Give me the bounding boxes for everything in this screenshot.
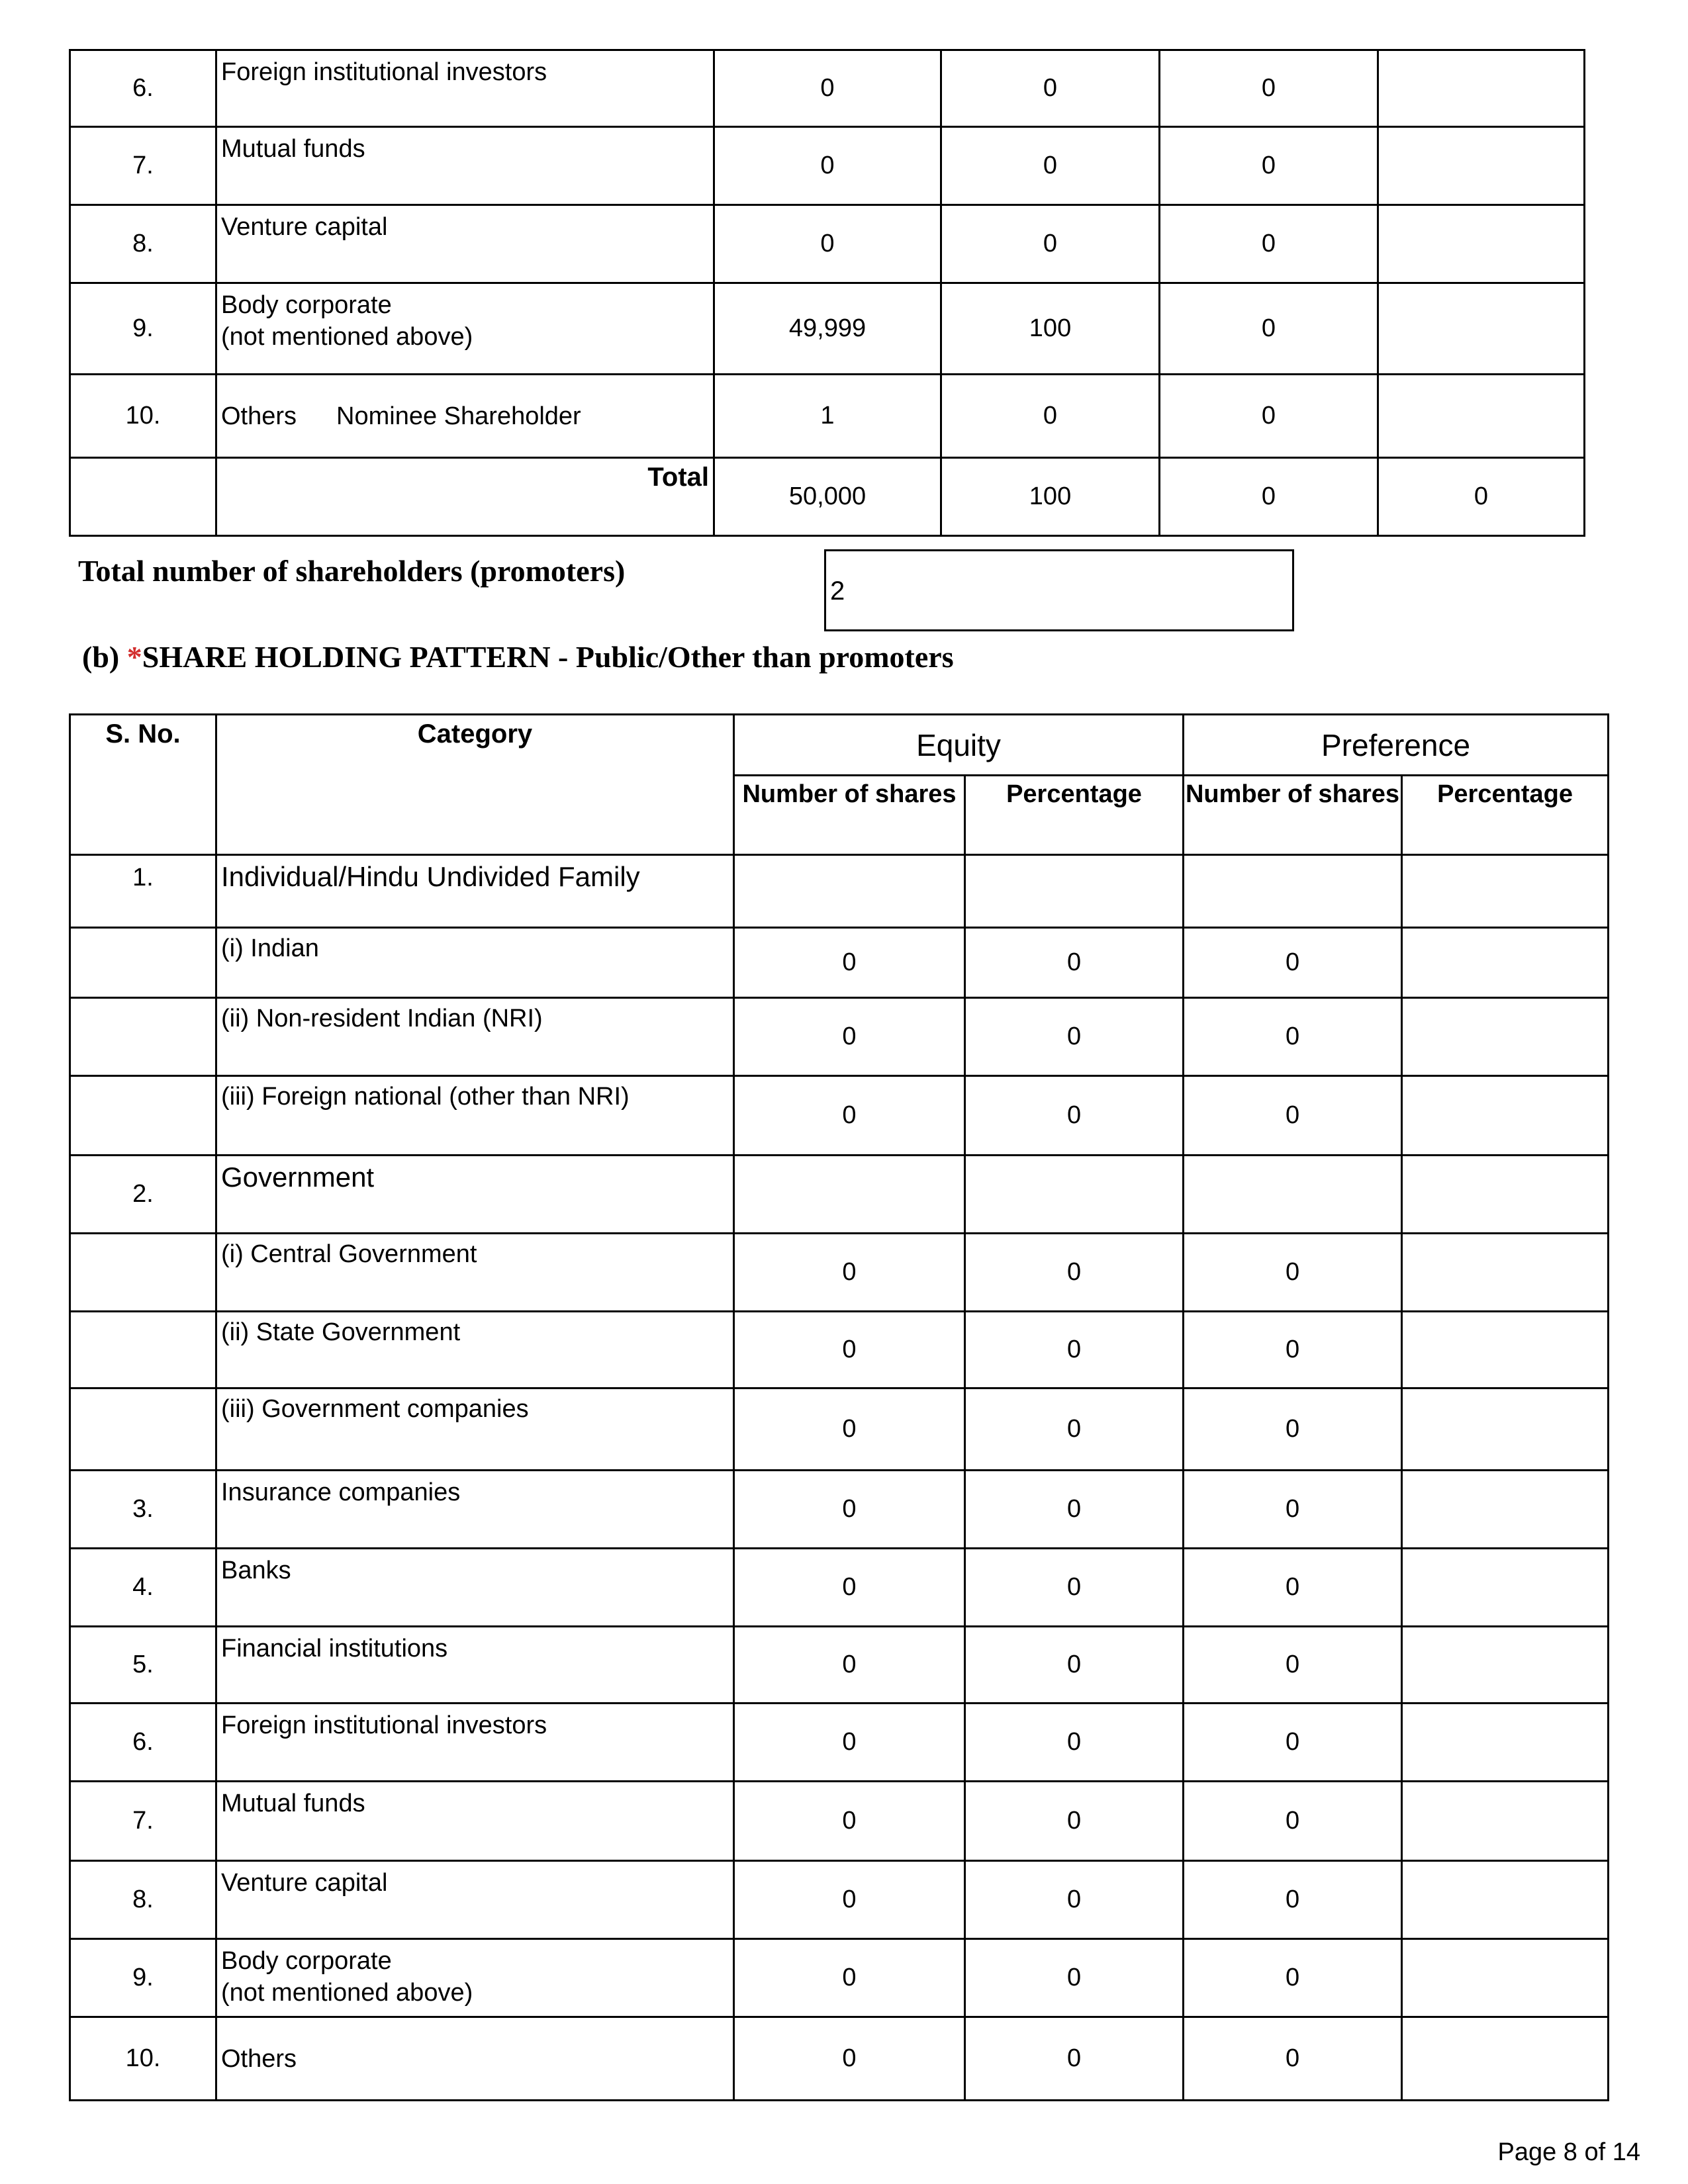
group-row [70,855,1609,928]
serial-number: 8. [70,205,216,283]
subcategory-label: (i) Indian [216,928,734,998]
total-row [70,458,1585,536]
equity-shares: 0 [734,928,965,998]
equity-percentage: 100 [941,283,1160,375]
serial-number: 10. [70,375,216,458]
subcategory-label: (ii) Non-resident Indian (NRI) [216,998,734,1076]
serial-number: 3. [70,1471,216,1549]
table-row [70,1704,1609,1782]
equity-percentage: 0 [965,1704,1184,1782]
empty-cell [734,1156,965,1234]
category-label: Foreign institutional investors [216,1704,734,1782]
preference-percentage [1402,1782,1609,1861]
equity-percentage: 0 [965,1312,1184,1388]
preference-shares: 0 [1184,1471,1402,1549]
preference-shares: 0 [1184,998,1402,1076]
table-row [70,205,1585,283]
preference-shares: 0 [1184,1782,1402,1861]
table-row [70,2017,1609,2101]
nominee-shareholder-label: Nominee Shareholder [336,402,581,430]
preference-shares: 0 [1160,375,1378,458]
preference-shares: 0 [1184,1704,1402,1782]
category-label: Venture capital [216,205,714,283]
equity-shares-header: Number of shares [734,776,965,855]
serial-number: 7. [70,127,216,205]
preference-shares: 0 [1184,2017,1402,2101]
preference-shares: 0 [1160,127,1378,205]
table-row [70,50,1585,127]
empty-cell [70,928,216,998]
equity-shares: 0 [734,998,965,1076]
equity-percentage: 0 [965,1234,1184,1312]
table-row [70,283,1585,375]
preference-percentage [1402,1388,1609,1471]
preference-shares: 0 [1184,1861,1402,1939]
preference-shares: 0 [1184,1549,1402,1627]
table-row [70,127,1585,205]
empty-cell [1402,855,1609,928]
table-row [70,928,1609,998]
total-equity-percentage: 100 [941,458,1160,536]
serial-number: 8. [70,1861,216,1939]
table-row [70,1388,1609,1471]
total-equity-shares: 50,000 [714,458,941,536]
equity-shares: 0 [734,1782,965,1861]
equity-shares: 0 [734,1939,965,2017]
preference-shares: 0 [1160,50,1378,127]
serial-number: 9. [70,1939,216,2017]
preference-percentage-header: Percentage [1402,776,1609,855]
table-row [70,1861,1609,1939]
equity-percentage: 0 [941,205,1160,283]
subcategory-label: (iii) Foreign national (other than NRI) [216,1076,734,1156]
equity-shares: 0 [734,1312,965,1388]
preference-percentage [1402,1076,1609,1156]
category-label: Banks [216,1549,734,1627]
empty-cell [965,1156,1184,1234]
preference-percentage [1378,375,1585,458]
total-shareholders-field[interactable]: 2 [824,549,1294,631]
equity-percentage: 0 [965,1549,1184,1627]
equity-shares: 0 [734,2017,965,2101]
public-shareholding-table [69,713,1609,2101]
empty-cell [734,855,965,928]
serial-number: 6. [70,1704,216,1782]
subcategory-label: (iii) Government companies [216,1388,734,1471]
preference-percentage [1402,1627,1609,1704]
equity-shares: 0 [714,127,941,205]
header-row [70,715,1609,776]
equity-percentage: 0 [965,998,1184,1076]
subcategory-label: (i) Central Government [216,1234,734,1312]
equity-shares: 0 [734,1861,965,1939]
equity-shares: 1 [714,375,941,458]
preference-percentage [1402,928,1609,998]
preference-shares: 0 [1160,283,1378,375]
category-label: Individual/Hindu Undivided Family [216,855,734,928]
equity-percentage: 0 [965,1939,1184,2017]
preference-header: Preference [1184,715,1609,776]
table-row [70,375,1585,458]
section-b-heading [82,639,954,674]
total-label: Total [216,458,714,536]
category-label: Government [216,1156,734,1234]
preference-shares: 0 [1184,1627,1402,1704]
preference-percentage [1402,2017,1609,2101]
category-label: Venture capital [216,1861,734,1939]
equity-shares: 0 [714,50,941,127]
equity-shares: 0 [734,1471,965,1549]
table-row [70,1076,1609,1156]
group-row [70,1156,1609,1234]
empty-cell [70,1234,216,1312]
category-line-2: (not mentioned above) [221,1979,473,2007]
preference-percentage [1402,998,1609,1076]
category-label [216,1939,734,2017]
equity-percentage: 0 [941,127,1160,205]
equity-percentage: 0 [941,375,1160,458]
table-row [70,1471,1609,1549]
equity-shares: 0 [734,1704,965,1782]
preference-percentage [1402,1234,1609,1312]
serial-number: 5. [70,1627,216,1704]
table-row [70,1549,1609,1627]
total-preference-shares: 0 [1160,458,1378,536]
equity-percentage: 0 [965,1076,1184,1156]
category-label [216,375,714,458]
preference-shares: 0 [1160,205,1378,283]
equity-header: Equity [734,715,1184,776]
empty-cell [70,1312,216,1388]
sno-header: S. No. [70,715,216,855]
serial-number: 7. [70,1782,216,1861]
equity-shares: 0 [734,1234,965,1312]
total-shareholders-label: Total number of shareholders (promoters) [78,554,626,588]
preference-percentage [1378,50,1585,127]
category-header: Category [216,715,734,855]
serial-number: 2. [70,1156,216,1234]
empty-cell [1184,1156,1402,1234]
serial-number: 9. [70,283,216,375]
category-label: Financial institutions [216,1627,734,1704]
serial-number: 1. [70,855,216,928]
preference-shares: 0 [1184,1234,1402,1312]
equity-percentage: 0 [965,1471,1184,1549]
category-label: Mutual funds [216,127,714,205]
section-prefix: (b) [82,640,127,674]
empty-cell [965,855,1184,928]
equity-shares: 0 [734,1388,965,1471]
empty-cell [70,1388,216,1471]
preference-shares: 0 [1184,1312,1402,1388]
category-line-1: Body corporate [221,1947,392,1975]
preference-percentage [1378,283,1585,375]
table-row [70,1939,1609,2017]
serial-number: 10. [70,2017,216,2101]
equity-shares: 0 [714,205,941,283]
serial-number: 4. [70,1549,216,1627]
preference-percentage [1402,1549,1609,1627]
category-label: Mutual funds [216,1782,734,1861]
equity-percentage: 0 [965,2017,1184,2101]
preference-percentage [1378,127,1585,205]
equity-percentage: 0 [965,1782,1184,1861]
promoters-shareholding-table [69,49,1585,537]
empty-cell [70,1076,216,1156]
category-label [216,283,714,375]
table-row [70,1312,1609,1388]
table-row [70,1782,1609,1861]
equity-shares: 0 [734,1627,965,1704]
serial-number: 6. [70,50,216,127]
table-row [70,998,1609,1076]
equity-percentage: 0 [965,1861,1184,1939]
preference-percentage [1402,1861,1609,1939]
empty-cell [1402,1156,1609,1234]
equity-percentage: 0 [941,50,1160,127]
preference-shares: 0 [1184,928,1402,998]
required-asterisk: * [126,640,142,674]
preference-percentage [1378,205,1585,283]
subcategory-label: (ii) State Government [216,1312,734,1388]
page-number: Page 8 of 14 [1497,2138,1640,2166]
equity-percentage-header: Percentage [965,776,1184,855]
table-row [70,1234,1609,1312]
preference-percentage [1402,1939,1609,2017]
preference-shares-header: Number of shares [1184,776,1402,855]
preference-percentage [1402,1471,1609,1549]
empty-cell [70,458,216,536]
equity-shares: 49,999 [714,283,941,375]
preference-shares: 0 [1184,1939,1402,2017]
equity-percentage: 0 [965,1388,1184,1471]
empty-cell [70,998,216,1076]
preference-percentage [1402,1704,1609,1782]
equity-percentage: 0 [965,1627,1184,1704]
category-line-2: (not mentioned above) [221,323,473,351]
preference-shares: 0 [1184,1388,1402,1471]
table-row [70,1627,1609,1704]
total-preference-percentage: 0 [1378,458,1585,536]
category-label: Insurance companies [216,1471,734,1549]
equity-shares: 0 [734,1076,965,1156]
empty-cell [1184,855,1402,928]
section-title: SHARE HOLDING PATTERN - Public/Other than promoters [142,640,954,674]
equity-shares: 0 [734,1549,965,1627]
category-label: Foreign institutional investors [216,50,714,127]
preference-shares: 0 [1184,1076,1402,1156]
preference-percentage [1402,1312,1609,1388]
equity-percentage: 0 [965,928,1184,998]
category-label: Others [216,2017,734,2101]
category-others: Others [221,402,297,430]
category-line-1: Body corporate [221,291,392,319]
